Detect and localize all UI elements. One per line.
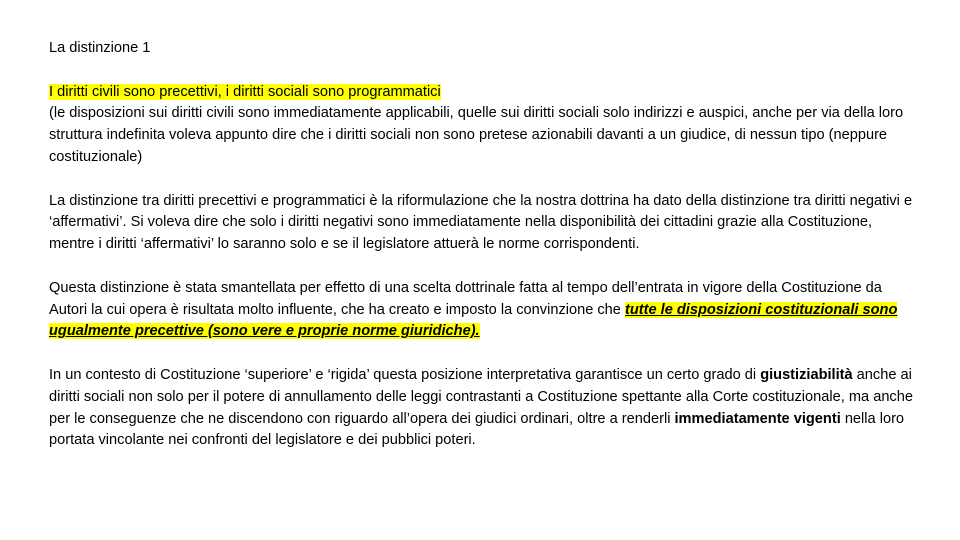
paragraph-4	[49, 365, 919, 452]
spacer	[49, 60, 919, 82]
paragraph-2: La distinzione tra diritti precettivi e programmatici è la riformulazione che la nostra dottrina ha dato della distinzione tra diritti negativi e ‘affermativi’. Si voleva dire che solo i diritti negativi sono immediatamente nella disponibilità dei cittadini grazie alla Costituzione, mentre i diritti ‘affermativi’ lo saranno solo e se il legislatore attuerà le norme corrispondenti.	[49, 192, 913, 253]
highlighted-headline: I diritti civili sono precettivi, i diritti sociali sono programmatici	[49, 83, 441, 100]
spacer	[49, 343, 919, 365]
paragraph-3	[49, 278, 919, 343]
paragraph-4-part2: anche ai diritti sociali non solo per il potere di annullamento delle leggi contrastanti a Costituzione spettante alla Corte costituzionale, ma anche per le conseguenze che ne discendono con riguardo all’opera dei giudici ordinari, oltre a renderli	[49, 366, 913, 427]
spacer	[49, 169, 919, 191]
paragraph-4-part3: nella loro portata vincolante nei confronti del legislatore e dei pubblici poteri.	[49, 410, 905, 449]
paragraph-1	[49, 82, 919, 169]
paragraph-1-body: (le disposizioni sui diritti civili sono immediatamente applicabili, quelle sui diritti sociali solo indirizzi e auspici, anche per via della loro struttura indefinita voleva appunto dire che i diritti sociali non sono pretese azionabili davanti a un giudice, di nessun tipo (neppure costituzionale)	[49, 105, 904, 165]
spacer	[49, 256, 919, 278]
highlighted-emphasis: tutte le disposizioni costituzionali sono ugualmente precettive (sono vere e proprie norme giuridiche).	[49, 301, 898, 340]
paragraph-4-part1: In un contesto di Costituzione ‘superiore’ e ‘rigida’ questa posizione interpretativa garantisce un certo grado di	[49, 366, 761, 383]
bold-term-vigenti: immediatamente vigenti	[674, 410, 841, 427]
slide-text	[49, 38, 919, 452]
slide-title: La distinzione 1	[49, 40, 151, 56]
bold-term-giustiziabilita: giustiziabilità	[760, 366, 853, 383]
paragraph-3-lead: Questa distinzione è stata smantellata per effetto di una scelta dottrinale fatta al tempo dell’entrata in vigore della Costituzione da Autori la cui opera è risultata molto influente, che ha creato e imposto la convinzione che	[49, 279, 882, 318]
